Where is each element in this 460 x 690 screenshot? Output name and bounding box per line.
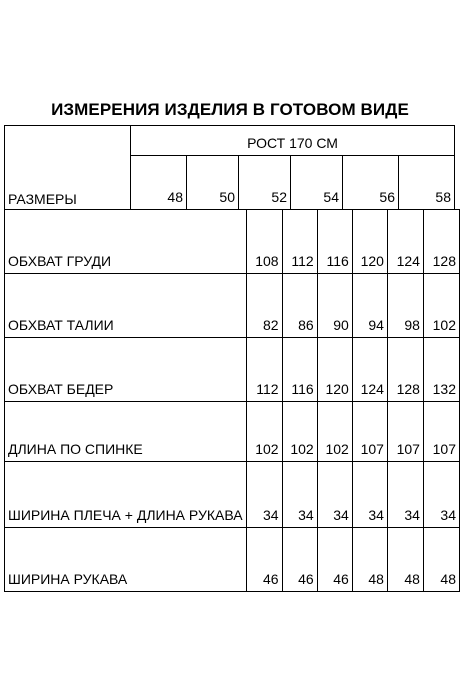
- height-header: РОСТ 170 СМ: [131, 126, 455, 156]
- cell-value: 48: [423, 528, 459, 592]
- cell-value: 102: [317, 402, 352, 462]
- page-title: ИЗМЕРЕНИЯ ИЗДЕЛИЯ В ГОТОВОМ ВИДЕ: [51, 100, 409, 119]
- cell-value: 34: [423, 462, 459, 528]
- row-label: ОБХВАТ БЕДЕР: [5, 338, 247, 402]
- row-label: ОБХВАТ ТАЛИИ: [5, 274, 247, 338]
- size-value: 58: [399, 156, 455, 210]
- size-value: 52: [239, 156, 291, 210]
- cell-value: 102: [246, 402, 282, 462]
- cell-value: 82: [246, 274, 282, 338]
- cell-value: 102: [423, 274, 459, 338]
- measurements-table-body: [4, 209, 460, 592]
- row-label: ШИРИНА ПЛЕЧА + ДЛИНА РУКАВА: [5, 462, 247, 528]
- cell-value: 108: [246, 210, 282, 274]
- cell-value: 124: [387, 210, 423, 274]
- cell-value: 112: [282, 210, 317, 274]
- table-row: [5, 402, 460, 462]
- cell-value: 46: [317, 528, 352, 592]
- cell-value: 90: [317, 274, 352, 338]
- cell-value: 98: [387, 274, 423, 338]
- cell-value: 112: [246, 338, 282, 402]
- table-row: [5, 462, 460, 528]
- cell-value: 34: [352, 462, 387, 528]
- size-value: 56: [343, 156, 399, 210]
- cell-value: 86: [282, 274, 317, 338]
- row-label-sizes: РАЗМЕРЫ: [8, 191, 77, 207]
- cell-value: 48: [387, 528, 423, 592]
- table-row: [5, 338, 460, 402]
- table-row: [5, 528, 460, 592]
- cell-value: 116: [282, 338, 317, 402]
- table-row: [5, 210, 460, 274]
- row-label: ШИРИНА РУКАВА: [5, 528, 247, 592]
- size-value: 50: [187, 156, 239, 210]
- cell-value: 120: [352, 210, 387, 274]
- row-label: ОБХВАТ ГРУДИ: [5, 210, 247, 274]
- cell-value: 128: [423, 210, 459, 274]
- table-row: [5, 274, 460, 338]
- cell-value: 124: [352, 338, 387, 402]
- cell-value: 120: [317, 338, 352, 402]
- size-value: 48: [131, 156, 187, 210]
- cell-value: 34: [282, 462, 317, 528]
- cell-value: 132: [423, 338, 459, 402]
- cell-value: 107: [352, 402, 387, 462]
- cell-value: 94: [352, 274, 387, 338]
- cell-value: 46: [282, 528, 317, 592]
- size-value: 54: [291, 156, 343, 210]
- cell-value: 34: [387, 462, 423, 528]
- cell-value: 48: [352, 528, 387, 592]
- row-label: ДЛИНА ПО СПИНКЕ: [5, 402, 247, 462]
- cell-value: 102: [282, 402, 317, 462]
- cell-value: 34: [317, 462, 352, 528]
- cell-value: 116: [317, 210, 352, 274]
- cell-value: 107: [423, 402, 459, 462]
- cell-value: 128: [387, 338, 423, 402]
- cell-value: 34: [246, 462, 282, 528]
- cell-value: 46: [246, 528, 282, 592]
- cell-value: 107: [387, 402, 423, 462]
